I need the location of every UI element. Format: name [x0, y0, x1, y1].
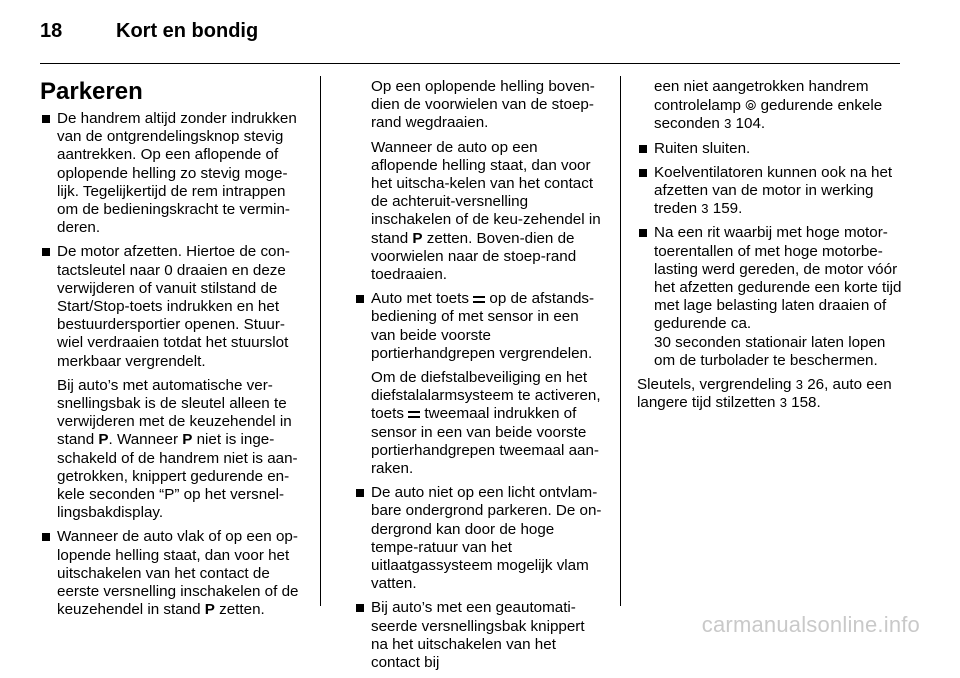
watermark-logo: carmanualsonline.info [701, 612, 920, 637]
text-span: een niet aangetrokken handrem controlelamp [654, 78, 869, 115]
page-reference-icon: 3 [701, 201, 709, 217]
item-text [57, 377, 306, 523]
text-span: 26, auto een langere tijd stilzetten [637, 376, 892, 412]
header-rule [40, 63, 900, 64]
item-text: Op een oplopende helling boven-dien de voorwielen van de stoep-rand wegdraaien. [371, 78, 595, 132]
text-span: Sleutels, vergrendeling [637, 376, 796, 394]
list-item [40, 243, 306, 522]
text-span: . Wanneer [108, 431, 183, 449]
item-text: Ruiten sluiten. [654, 139, 751, 157]
section-title: Parkeren [40, 78, 143, 105]
list-item [40, 110, 306, 237]
item-text [57, 528, 306, 619]
item-text: De motor afzetten. Hiertoe de con-tactsleutel naar 0 draaien en deze verwijderen of vanuit stilstand de Start/Stop-toets indrukken en het bestuurdersportier openen. Stuur-wiel verdraaien totdat het stuurslot merkbaar vergrendelt. [57, 243, 290, 370]
text-span: niet is inge-schakeld of de handrem niet is aan-getrokken, knippert gedurende en-kele seconden “P” op het versnel-lingsbakdisplay. [57, 431, 298, 522]
page-reference-icon: 3 [795, 377, 803, 393]
text-span: zetten. [214, 601, 265, 619]
column-2 [354, 78, 604, 678]
text-span: op de afstands-bediening of met sensor in een van beide voorste portierhandgrepen vergrendelen. [371, 290, 595, 362]
text-span: Bij auto’s met automatische ver-snellingsbak is de sleutel alleen te verwijderen met de keuzehendel in stand [57, 376, 292, 449]
item-text [371, 290, 604, 363]
page-number: 18 [40, 20, 63, 42]
cross-reference-paragraph [637, 376, 903, 412]
text-span: Koelventilatoren kunnen ook na het afzetten van de motor in werking treden [654, 163, 893, 218]
item-text: De auto niet op een licht ontvlam-bare ondergrond parkeren. De on-dergrond kan door de hoge tempe-ratuur van het uitlaatgassysteem mogelijk vlam vatten. [371, 484, 602, 593]
page-reference-icon: 3 [779, 395, 787, 411]
page-header [40, 20, 258, 50]
column-divider-2 [620, 76, 621, 606]
item-text: Na een rit waarbij met hoge motor-toerentallen of met hoge motorbe-lasting werd gereden, de motor vóór het afzetten gedurende een korte tijd met lage belasting laten draaien of gedurende ca. [654, 224, 902, 333]
list-item [40, 528, 306, 619]
list-item [354, 290, 604, 478]
list-item [637, 164, 903, 219]
item-text: De handrem altijd zonder indrukken van de ontgrendelingsknop stevig aantrekken. Op een aflopende of oplopende helling zo stevig moge-lijk. Tegelijkertijd de rem intrappen om de bedieningskracht te vermin-deren. [57, 110, 297, 237]
brake-warning-lamp-icon: ⦾ [745, 97, 757, 114]
item-text: Bij auto’s met een geautomati-seerde versnellingsbak knippert na het uitschakelen van het contact bij [371, 599, 585, 672]
item-text [654, 164, 903, 219]
column-1 [40, 78, 306, 625]
text-span: gedurende enkele seconden [654, 97, 883, 133]
text-span: zetten. Boven-dien de voorwielen naar de stoep-rand toedraaien. [371, 229, 577, 284]
bold-p: P [204, 601, 215, 619]
lock-button-icon [408, 410, 420, 419]
list-item [637, 224, 903, 370]
column-divider-1 [320, 76, 321, 606]
lock-button-icon [473, 295, 485, 304]
column-3 [637, 78, 903, 418]
list-item [637, 140, 903, 158]
item-text [371, 139, 604, 285]
bold-p: P [412, 229, 423, 247]
text-span: Om de diefstalbeveiliging en het diefstalalarmsysteem te activeren, toets [371, 369, 601, 423]
bold-p: P [98, 431, 109, 449]
list-item [354, 484, 604, 593]
list-item [354, 599, 604, 672]
text-span: Wanneer de auto vlak of op een op-lopende helling staat, dan voor het uitschakelen van het contact de eerste versnelling inschakelen of de keuzehendel in stand [57, 528, 299, 619]
continued-text [637, 78, 903, 134]
text-span: tweemaal indrukken of sensor in een van beide voorste portierhandgrepen tweemaal aan-raken. [371, 405, 599, 478]
text-span: 159. [708, 200, 743, 218]
text-span: Wanneer de auto op een aflopende helling staat, dan voor het uitscha-kelen van het contact de achteruit-versnelling inschakelen of de keu-zehendel in stand [371, 138, 601, 247]
page-reference-icon: 3 [724, 116, 732, 132]
text-span: Auto met toets [371, 290, 474, 308]
text-span: 104. [731, 115, 766, 133]
item-text: 30 seconden stationair laten lopen om de turbolader te beschermen. [654, 333, 886, 369]
text-span: 158. [786, 394, 821, 412]
item-text [371, 369, 604, 478]
item-text [654, 78, 903, 134]
continued-text [354, 78, 604, 284]
bold-p: P [182, 431, 193, 449]
chapter-title: Kort en bondig [116, 20, 259, 42]
